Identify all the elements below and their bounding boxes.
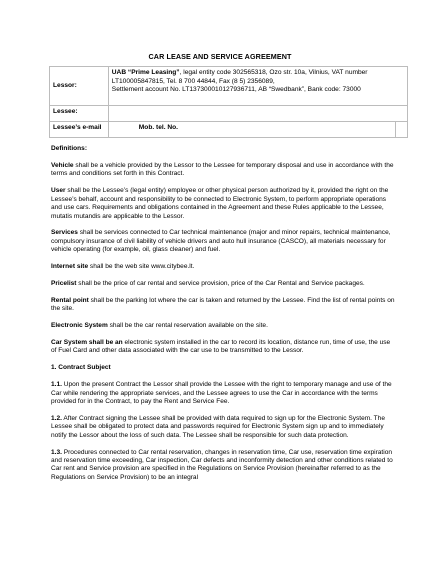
- definition-electronic-system: Electronic System shall be the car rental reservation available on the site.: [51, 322, 268, 330]
- lessor-row: [50, 67, 408, 106]
- lessee-email-row: [50, 122, 408, 138]
- clause-1-1: 1.1. Upon the present Contract the Lessor shall provide the Lessee with the right to temporary manage and use of the Car while rendering the appropriate services, and the Lessee agrees to use the Car in accordance with the terms provided for in the Contract, to pay the Rent and Service Fee.: [51, 381, 392, 405]
- definition-pricelist: Pricelist shall be the price of car rental and service provision, price of the Car Rental and Service packages.: [51, 279, 365, 287]
- lessor-label: Lessor:: [50, 67, 109, 106]
- lessee-label: Lessee:: [50, 106, 109, 122]
- section-1-heading: 1. Contract Subject: [51, 364, 111, 372]
- document-title: CAR LEASE AND SERVICE AGREEMENT: [148, 52, 292, 61]
- definition-user: User shall be the Lessee’s (legal entity) employee or other physical person authorized by it, provided the right on the Lessee’s behalf, account and responsibility to be connected to Electronic System, to perform appropriate operations and use cars. Requirements and obligations contained in the Agreement and these Rules applicable to the Lessee, mutatis mutandis are applicable to the Lessor.: [51, 187, 389, 220]
- lessor-details-line-1: , legal entity code 302565318, Ozo str. 10a, Vilnius, VAT number LT100005847815, Tel. 8 700 44844, Fax (8 5) 2356089,: [111, 69, 368, 85]
- lessor-details-line-2: Settlement account No. LT137300010127936711, AB “Swedbank”, Bank code: 73000: [111, 86, 361, 94]
- definition-car-system: Car System shall be an electronic system installed in the car to record its location, distance run, time of use, the use of Fuel Card and other data associated with the car use to be transmitted to the Lessor.: [51, 338, 391, 355]
- mob-tel-value: [396, 122, 408, 138]
- lessee-row: [50, 106, 408, 122]
- clause-1-2: 1.2. After Contract signing the Lessee shall be provided with data required to sign up for the Electronic System. The Lessee shall be obligated to protect data and passwords required for Electronic System sign up and to immediately notify the Lessor about the loss of such data. The Lessee shall be responsible for such data protection.: [51, 414, 385, 439]
- definition-internet-site: Internet site shall be the web site www.citybee.lt.: [51, 263, 195, 271]
- lessor-details: [108, 67, 407, 106]
- mob-tel-label: Mob. tel. No.: [108, 122, 396, 138]
- lessee-email-label: Lessee’s e-mail: [50, 122, 109, 138]
- lessor-name: UAB “Prime Leasing”: [111, 69, 180, 76]
- lessee-value: [108, 106, 407, 122]
- clause-1-3: 1.3. Procedures connected to Car rental reservation, changes in reservation time, Car use, reservation time expiration and reservation time exceeding, Car inspection, Car defects and inconformity detection and other conditions related to Car rent and Service provision are specified in the Regulations on Service Provision (hereinafter referred to as the Regulations on Service Provision) to be an integral: [51, 448, 393, 481]
- document-body: [51, 145, 396, 491]
- definition-services: Services shall be services connected to Car technical maintenance (major and minor repairs, technical maintenance, compulsory insurance of civil liability of vehicle drivers and auto hull insurance (CASCO), all materials necessary for vehicle operating (for example, oil, glass cleaner) and fuel.: [51, 229, 391, 254]
- definition-rental-point: Rental point shall be the parking lot where the car is taken and returned by the Lessee. Find the list of rental points on the site.: [51, 296, 395, 313]
- parties-table: [49, 66, 408, 138]
- definitions-heading: Definitions:: [51, 145, 88, 152]
- definition-vehicle: Vehicle shall be a vehicle provided by the Lessor to the Lessee for temporary disposal and use in accordance with the terms and conditions set forth in this Contract.: [51, 161, 394, 178]
